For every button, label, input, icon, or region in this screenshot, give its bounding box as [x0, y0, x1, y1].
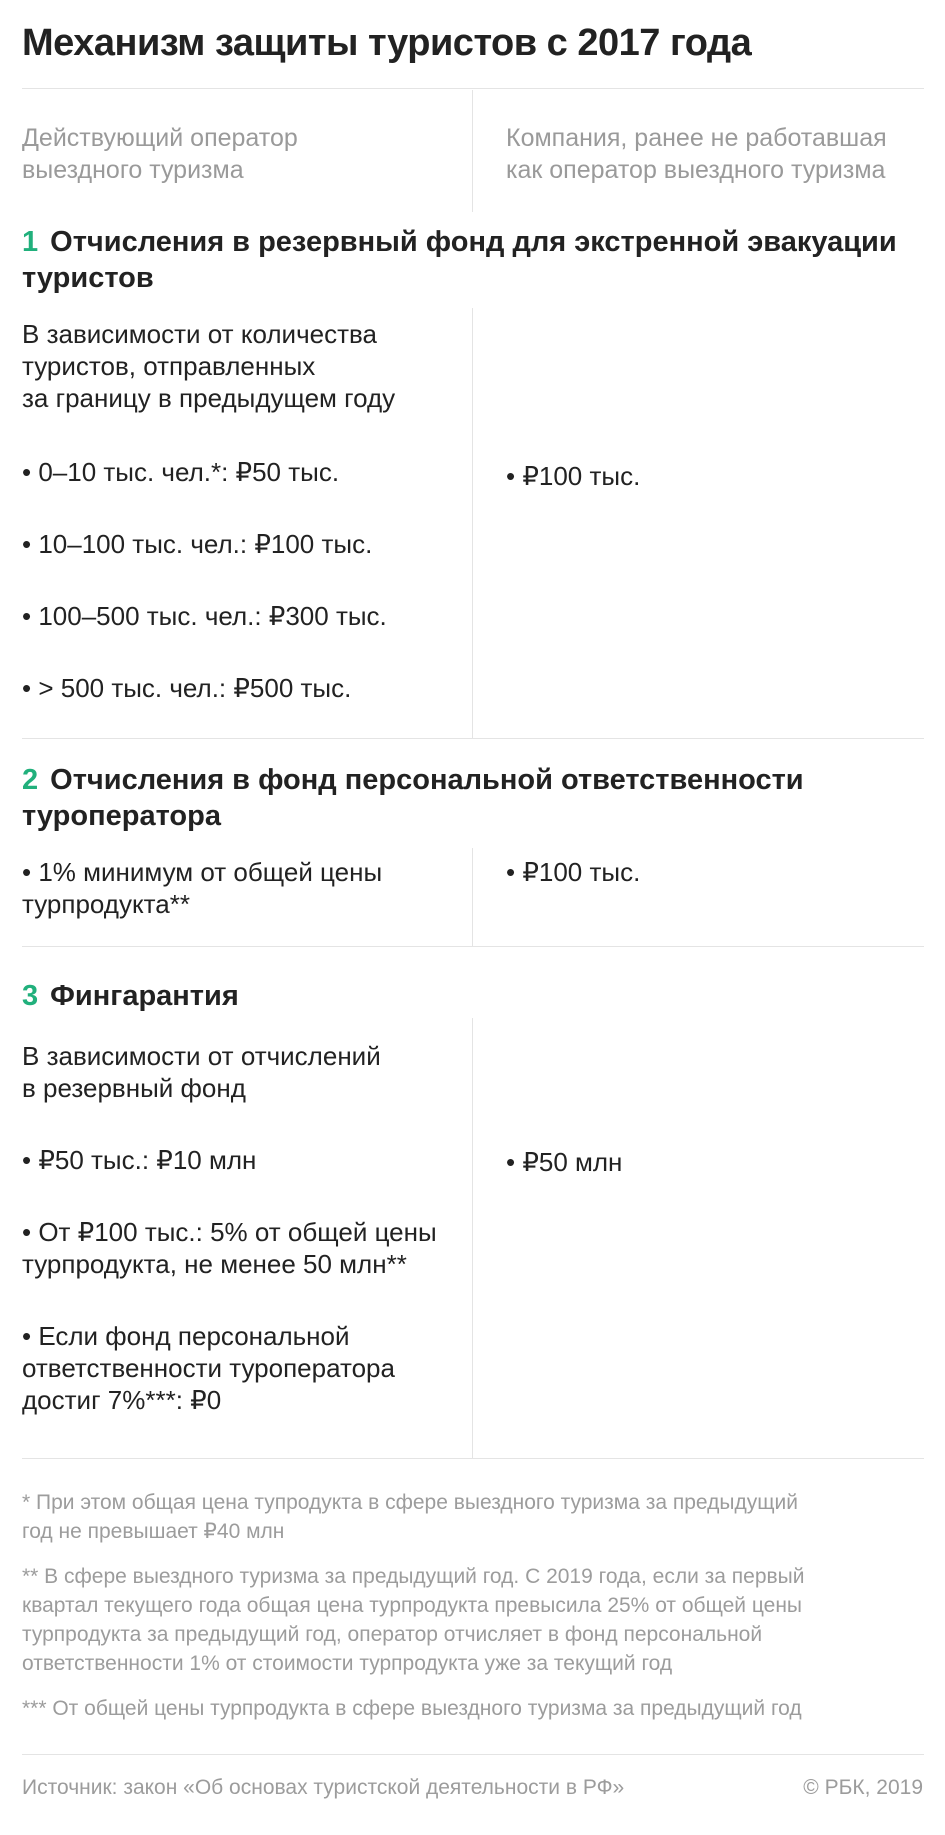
page-title: Механизм защиты туристов с 2017 года	[22, 22, 752, 64]
section-1-item: • > 500 тыс. чел.: ₽500 тыс.	[22, 673, 352, 703]
section-1-intro: В зависимости от количества туристов, отправленных за границу в предыдущем году	[22, 319, 396, 413]
divider	[22, 738, 924, 739]
section-2-heading: 2 Отчисления в фонд персональной ответственности туроператора	[22, 764, 804, 832]
section-3-new-company-value: • ₽50 млн	[506, 1147, 623, 1177]
source-note: Источник: закон «Об основах туристской деятельности в РФ»	[22, 1776, 625, 1799]
section-3-item: • Если фонд персональной ответственности туроператора достиг 7%***: ₽0	[22, 1321, 395, 1415]
divider	[22, 1458, 924, 1459]
section-1-item: • 10–100 тыс. чел.: ₽100 тыс.	[22, 529, 373, 559]
section-1-item: • 0–10 тыс. чел.*: ₽50 тыс.	[22, 457, 340, 487]
section-number: 1	[22, 226, 39, 258]
column-header-new-company: Компания, ранее не работавшая как оператор выездного туризма	[506, 124, 887, 184]
column-divider	[472, 308, 473, 738]
column-header-current-operator: Действующий оператор выездного туризма	[22, 124, 298, 184]
section-2-new-company-value: • ₽100 тыс.	[506, 857, 641, 887]
section-number: 2	[22, 764, 39, 796]
column-divider	[472, 1018, 473, 1458]
column-divider	[472, 848, 473, 946]
divider	[22, 946, 924, 947]
section-1-heading: 1 Отчисления в резервный фонд для экстренной эвакуации туристов	[22, 226, 897, 294]
divider	[22, 88, 924, 89]
section-3-intro: В зависимости от отчислений в резервный фонд	[22, 1041, 381, 1103]
column-divider	[472, 90, 473, 212]
footnote: * При этом общая цена тупродукта в сфере выездного туризма за предыдущий год не превышает ₽40 млн	[22, 1491, 798, 1543]
footnote: ** В сфере выездного туризма за предыдущий год. С 2019 года, если за первый квартал текущего года общая цена турпродукта превысила 25% от общей цены турпродукта за предыдущий год, оператор отчисляет в фонд персональной ответственности 1% от стоимости турпродукта уже за текущий год	[22, 1565, 805, 1675]
divider	[22, 1754, 924, 1755]
section-2-item: • 1% минимум от общей цены турпродукта**	[22, 857, 383, 919]
section-3-heading: 3 Фингарантия	[22, 980, 239, 1012]
copyright: © РБК, 2019	[803, 1776, 923, 1799]
section-3-item: • ₽50 тыс.: ₽10 млн	[22, 1145, 257, 1175]
section-1-item: • 100–500 тыс. чел.: ₽300 тыс.	[22, 601, 387, 631]
footnote: *** От общей цены турпродукта в сфере выездного туризма за предыдущий год	[22, 1697, 802, 1720]
section-number: 3	[22, 980, 39, 1012]
section-1-new-company-value: • ₽100 тыс.	[506, 461, 641, 491]
section-3-item: • От ₽100 тыс.: 5% от общей цены турпродукта, не менее 50 млн**	[22, 1217, 437, 1279]
